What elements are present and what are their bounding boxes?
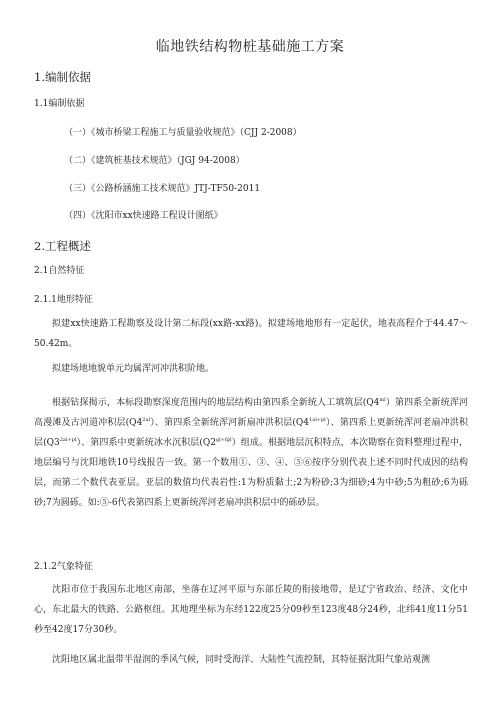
reference-item: （一）《城市桥梁工程施工与质量验收规范》（CJJ 2-2008） — [64, 128, 302, 138]
section-2-1-heading: 2.1自然特征 — [34, 266, 85, 276]
strata-superscript: 1al+pl — [309, 417, 326, 423]
paragraph-climate: 沈阳地区属北温带半湿润的季风气候，同时受海洋、大陆性气流控制，其特征据沈阳气象站观测 — [52, 655, 431, 665]
paragraph-strata — [34, 393, 468, 513]
strata-superscript: gl+fgl — [215, 437, 232, 443]
reference-item: （四）《沈阳市xx快速路工程设计图纸》 — [64, 211, 223, 221]
section-2-heading: 2.工程概述 — [34, 239, 91, 253]
strata-text: ）第四系全新统浑河高漫滩及古河道冲积层(Q4 — [34, 398, 468, 428]
section-1-heading: 1.编制依据 — [34, 70, 91, 84]
paragraph-location: 沈阳市位于我国东北地区南部，坐落在辽河平原与东部丘陵的衔接地带，是辽宁省政治、经济、文化中心，东北最大的铁路、公路枢纽。其地理坐标为东经122度25分09秒至123度48分24秒，北纬41度11分51秒至42度17分30秒。 — [34, 585, 468, 635]
reference-item: （二）《建筑桩基技术规范》（JGJ 94-2008） — [64, 156, 245, 166]
strata-text: ）、第四系全新统浑河新扇冲洪积层(Q4 — [150, 418, 310, 428]
strata-text: ）组成。根据地层沉积特点，本次勘察在资料整理过程中，地层编号与沈阳地铁10号线报告一致。第一个数用①、③、④、⑤⑥按序分别代表上述不同时代成因的结构层，而第二个数代表亚层。亚层的数值均代表岩性:1为粉质黏土;2为粉砂;3为细砂;4为中砂;5为粗砂;6为砾砂;7为圆砾。如:⑤-6代表第四系上更新统浑河老扇冲洪积层中的砾砂层。 — [34, 438, 468, 508]
document-title: 临地铁结构物桩基础施工方案 — [155, 39, 345, 55]
strata-superscript: 2al+pl — [59, 437, 77, 443]
strata-text: ）、第四系中更新统冰水沉积层(Q2 — [76, 438, 216, 448]
section-1-1-heading: 1.1编制依据 — [34, 99, 85, 109]
paragraph-landform: 拟建场地地貌单元均属浑河冲洪积阶地。 — [52, 364, 215, 374]
paragraph-terrain: 拟建xx快速路工程勘察及设计第二标段(xx路-xx路)。拟建场地地形有一定起伏，地表高程介于44.47～50.42m。 — [34, 319, 468, 349]
strata-superscript: ml — [379, 397, 386, 403]
section-2-1-2-heading: 2.1.2气象特征 — [34, 562, 93, 572]
strata-text: ）、第四系上更新统浑河老扇冲洪积层(Q3 — [34, 418, 468, 448]
strata-superscript: 2al — [142, 417, 151, 423]
strata-text: 根据钻探揭示，本标段勘察深度范围内的地层结构由第四系全新统人工填筑层(Q4 — [52, 398, 380, 408]
section-2-1-1-heading: 2.1.1地形特征 — [34, 295, 93, 305]
reference-item: （三）《公路桥涵施工技术规范》JTJ-TF50-2011 — [64, 184, 261, 194]
